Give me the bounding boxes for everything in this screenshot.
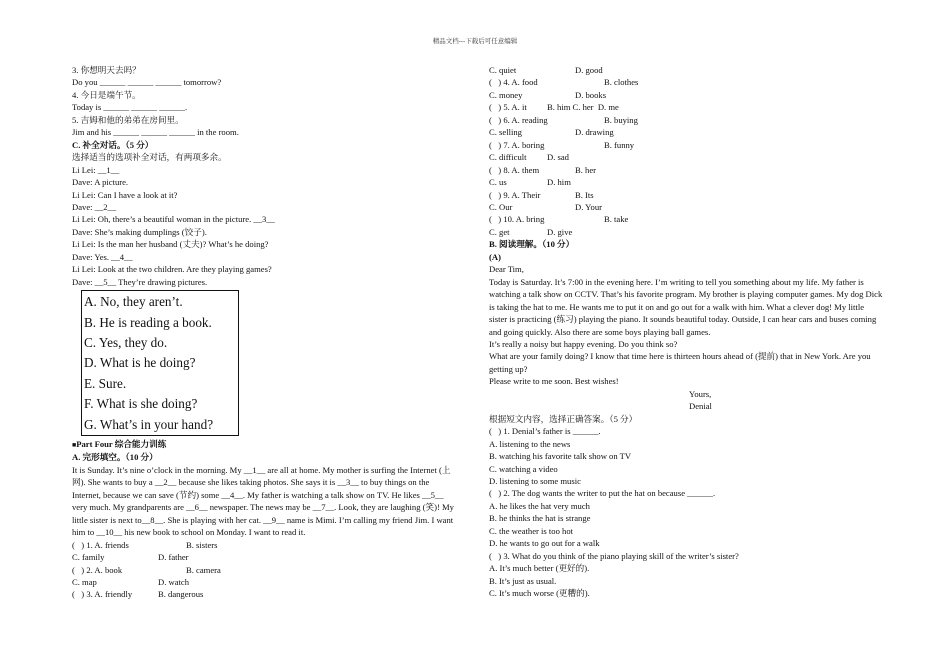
question-line: B. watching his favorite talk show on TV xyxy=(489,451,632,462)
option-row: C. map D. watch xyxy=(72,576,190,587)
letter-paragraph: It’s really a noisy but happy evening. Do you think so? xyxy=(489,338,678,349)
text-line: Jim and his ______ ______ ______ in the room. xyxy=(72,127,239,138)
option-row: C. us D. him xyxy=(489,177,571,188)
right-column xyxy=(489,64,884,599)
part-four-title: ■Part Four 综合能力训练 xyxy=(72,439,167,449)
passage-label: (A) xyxy=(489,251,501,262)
left-column xyxy=(72,64,457,601)
cloze-passage: It is Sunday. It’s nine o’clock in the morning. My __1__ are all at home. My mother is surfing the Internet (上网). She wants to buy a __2__ because she likes taking photos. She says it is __3__ to buy things on the Internet, because we can save (节约) some __4__. My father is watching a talk show on TV. He likes __5__ very much. My grandparents are __6__ newspaper. The news may be __7__. Look, they are laughing (笑)! My little sister is next to__8__. She is playing with her cat. __9__ name is Mimi. I’m calling my friend Jim. I want him to __10__ his new book to school on Monday. I want to read it. xyxy=(72,464,454,538)
letter-paragraph: Today is Saturday. It’s 7:00 in the evening here. I’m writing to tell you something about my life. My father is watching a talk show on CCTV. That’s his favorite program. My brother is playing computer games. My dog Dick is taking the hat to me. He wants me to put it on and go out for a walk with him. What a clever dog! My little sister is practicing (练习) playing the piano. It sounds beautiful today. Outside, I can hear cars and buses coming and going quickly. Also there are some boys playing ball games. xyxy=(489,276,883,337)
option-row: C. money D. books xyxy=(489,89,607,100)
dialog-line: Dave: __5__ They’re drawing pictures. xyxy=(72,276,208,287)
box-option: D. What is he doing? xyxy=(84,355,196,371)
letter-paragraph: What are your family doing? I know that time here is thirteen hours ahead of (提前) that in New York. Are you getting up? xyxy=(489,351,871,374)
question-line: C. It’s much worse (更糟的). xyxy=(489,588,590,599)
dialog-line: Li Lei: __1__ xyxy=(72,164,120,175)
question-line: A. It’s much better (更好的). xyxy=(489,563,590,574)
letter-paragraph: Please write to me soon. Best wishes! xyxy=(489,376,619,387)
option-row: ( ) 4. A. food B. clothes xyxy=(489,77,639,88)
question-line: ( ) 2. The dog wants the writer to put the hat on because ______. xyxy=(489,488,716,499)
option-row: ( ) 5. A. it B. him C. her D. me xyxy=(489,102,619,113)
question-line: C. the weather is too hot xyxy=(489,525,574,536)
option-row: ( ) 9. A. Their B. Its xyxy=(489,189,594,200)
dialog-line: Li Lei: Look at the two children. Are they playing games? xyxy=(72,264,272,275)
text-line: 3. 你想明天去吗？ xyxy=(72,65,141,75)
dialog-line: Li Lei: Can I have a look at it? xyxy=(72,189,178,200)
dialog-line: Dave: A picture. xyxy=(72,177,129,188)
text-line: 5. 吉姆和他的弟弟在房间里。 xyxy=(72,114,184,125)
dialog-line: Dave: __2__ xyxy=(72,201,117,212)
box-option: B. He is reading a book. xyxy=(84,314,212,330)
dialog-line: Li Lei: Is the man her husband (丈夫)? What’s he doing? xyxy=(72,239,269,250)
option-row: C. difficult D. sad xyxy=(489,152,569,163)
option-row: C. family D. father xyxy=(72,552,189,563)
question-line: ( ) 3. What do you think of the piano playing skill of the writer’s sister? xyxy=(489,550,739,561)
box-option: C. Yes, they do. xyxy=(84,334,168,350)
question-line: B. he thinks the hat is strange xyxy=(489,513,591,524)
text-line: Today is ______ ______ ______. xyxy=(72,102,188,113)
box-option: G. What’s in your hand? xyxy=(84,416,214,432)
option-row: ( ) 7. A. boring B. funny xyxy=(489,139,635,150)
box-option: E. Sure. xyxy=(84,375,127,391)
question-line: ( ) 1. Denial’s father is ______. xyxy=(489,426,601,437)
question-line: D. he wants to go out for a walk xyxy=(489,538,600,549)
option-row: ( ) 2. A. book B. camera xyxy=(72,564,221,575)
dialog-line: Dave: She’s making dumplings (饺子). xyxy=(72,226,207,237)
letter-greeting: Dear Tim, xyxy=(489,264,524,275)
option-row: C. Our D. Your xyxy=(489,201,602,212)
option-row: ( ) 6. A. reading B. buying xyxy=(489,114,638,125)
option-row: C. quiet D. good xyxy=(489,65,603,75)
option-row: ( ) 1. A. friends B. sisters xyxy=(72,539,218,550)
text-line: Do you ______ ______ ______ tomorrow? xyxy=(72,77,222,88)
question-line: D. listening to some music xyxy=(489,475,581,486)
letter-signature: Denial xyxy=(689,401,712,412)
question-line: B. It’s just as usual. xyxy=(489,575,557,586)
letter-closing: Yours, xyxy=(689,388,712,399)
section-c-title: C. 补全对话。（5 分） xyxy=(72,139,154,150)
question-line: C. watching a video xyxy=(489,463,558,474)
box-option: A. No, they aren’t. xyxy=(84,294,183,310)
option-row: C. selling D. drawing xyxy=(489,127,614,138)
option-row: ( ) 3. A. friendly B. dangerous xyxy=(72,589,204,600)
square-bullet-icon: ■ xyxy=(72,441,77,449)
section-b-title: B. 阅读理解。（10 分） xyxy=(489,239,575,250)
answer-options-box xyxy=(81,290,239,436)
section-a-title: A. 完形填空。（10 分） xyxy=(72,452,158,463)
question-line: A. listening to the news xyxy=(489,438,571,449)
option-row: C. get D. give xyxy=(489,226,573,237)
dialog-line: Li Lei: Oh, there’s a beautiful woman in the picture. __3__ xyxy=(72,214,275,225)
text-line: 4. 今日是端午节。 xyxy=(72,89,141,100)
page-header: 精品文档---下载后可任意编辑 xyxy=(432,38,518,45)
dialog-line: 选择适当的选项补全对话，有两项多余。 xyxy=(72,152,227,163)
dialog-line: Dave: Yes. __4__ xyxy=(72,251,133,262)
box-option: F. What is she doing? xyxy=(84,396,198,412)
question-line: A. he likes the hat very much xyxy=(489,500,590,511)
reading-instruction: 根据短文内容，选择正确答案。（5 分） xyxy=(489,413,638,424)
option-row: ( ) 8. A. them B. her xyxy=(489,164,597,175)
option-row: ( ) 10. A. bring B. take xyxy=(489,214,629,225)
